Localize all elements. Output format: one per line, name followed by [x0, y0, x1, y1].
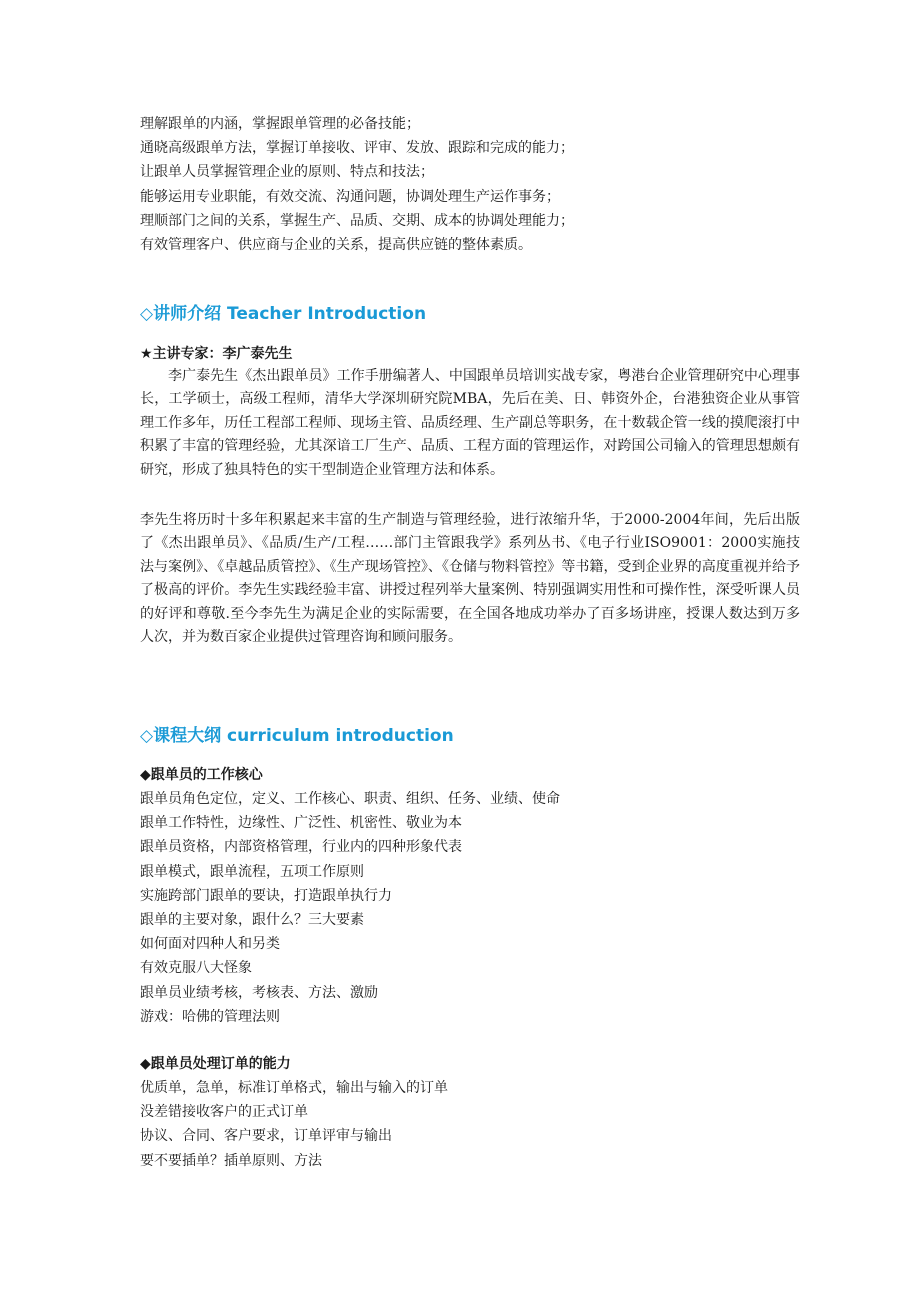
- curriculum-item: 有效克服八大怪象: [140, 960, 252, 977]
- objective-line: 通晓高级跟单方法，掌握订单接收、评审、发放、跟踪和完成的能力；: [140, 140, 574, 157]
- curriculum-item: 跟单员资格，内部资格管理，行业内的四种形象代表: [140, 839, 462, 856]
- curriculum-section-heading: ◇课程大纲 curriculum introduction: [140, 726, 454, 746]
- curriculum-item: 跟单模式，跟单流程，五项工作原则: [140, 863, 364, 880]
- curriculum-item: 如何面对四种人和另类: [140, 936, 280, 953]
- teacher-section-heading: ◇讲师介绍 Teacher Introduction: [140, 304, 427, 324]
- objective-line: 有效管理客户、供应商与企业的关系，提高供应链的整体素质。: [140, 237, 532, 254]
- curriculum-item: 跟单工作特性，边缘性、广泛性、机密性、敬业为本: [140, 815, 462, 832]
- curriculum-section-1: [140, 763, 800, 1029]
- curriculum-item: 跟单员业绩考核，考核表、方法、激励: [140, 984, 378, 1001]
- curriculum-item: 协议、合同、客户要求，订单评审与输出: [140, 1128, 392, 1145]
- curriculum-section-2: [140, 1052, 800, 1173]
- curriculum-item: 优质单，急单，标准订单格式，输出与输入的订单: [140, 1080, 448, 1096]
- curriculum-item: 要不要插单？插单原则、方法: [140, 1152, 322, 1169]
- expert-label: ★主讲专家：李广泰先生: [140, 346, 293, 362]
- curriculum-item: 实施跨部门跟单的要诀，打造跟单执行力: [140, 887, 392, 904]
- curriculum-item: 跟单员角色定位，定义、工作核心、职责、组织、任务、业绩、使命: [140, 791, 560, 807]
- curriculum-item: 没差错接收客户的正式订单: [140, 1104, 308, 1121]
- objective-line: 能够运用专业职能，有效交流、沟通问题，协调处理生产运作事务；: [140, 188, 560, 205]
- teacher-bio-paragraph-1: 李广泰先生《杰出跟单员》工作手册编著人、中国跟单员培训实战专家，粤港台企业管理研究中心理事长，工学硕士，高级工程师，清华大学深圳研究院MBA，先后在美、日、韩资外企，台港独资企业从事管理工作多年，历任工程部工程师、现场主管、品质经理、生产副总等职务，在十数载企管一线的摸爬滚打中积累了丰富的管理经验，尤其深谙工厂生产、品质、工程方面的管理运作，对跨国公司输入的管理思想颇有研究，形成了独具特色的实干型制造企业管理方法和体系。: [140, 368, 800, 478]
- teacher-bio-paragraph-2: 李先生将历时十多年积累起来丰富的生产制造与管理经验，进行浓缩升华，于2000-2004年间，先后出版了《杰出跟单员》、《品质/生产/工程……部门主管跟我学》系列丛书、《电子行业ISO9001：2000实施技法与案例》、《卓越品质管控》、《生产现场管控》、《仓储与物料管控》等书籍，受到企业界的高度重视并给予了极高的评价。李先生实践经验丰富、讲授过程列举大量案例、特别强调实用性和可操作性，深受听课人员的好评和尊敬.至今李先生为满足企业的实际需要，在全国各地成功举办了百多场讲座，授课人数达到万多人次，并为数百家企业提供过管理咨询和顾问服务。: [140, 512, 800, 646]
- curriculum-section-title: ◆跟单员处理订单的能力: [140, 1056, 291, 1072]
- curriculum-item: 跟单的主要对象，跟什么？三大要素: [140, 912, 364, 929]
- objective-line: 理顺部门之间的关系，掌握生产、品质、交期、成本的协调处理能力；: [140, 212, 574, 229]
- curriculum-section-title: ◆跟单员的工作核心: [140, 767, 263, 783]
- objective-line: 理解跟单的内涵，掌握跟单管理的必备技能；: [140, 116, 420, 132]
- course-objectives: [140, 112, 800, 257]
- objective-line: 让跟单人员掌握管理企业的原则、特点和技法；: [140, 164, 434, 181]
- curriculum-item: 游戏：哈佛的管理法则: [140, 1008, 280, 1025]
